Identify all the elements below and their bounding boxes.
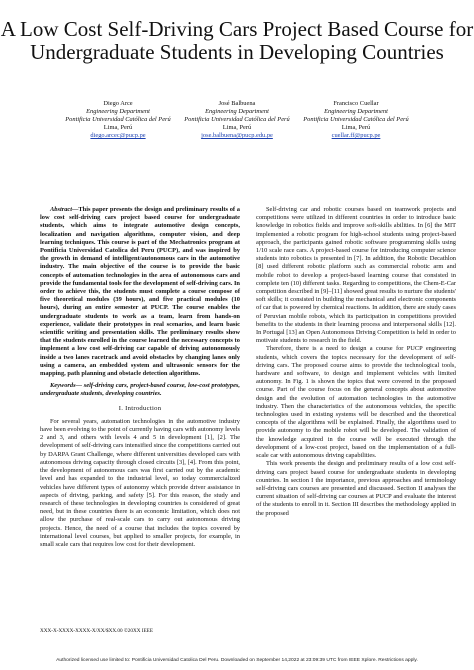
right-column (256, 206, 456, 518)
body-paragraph: This work presents the design and preliminary results of a low cost self-driving cars project based course for undergraduate students in developing countries. In section I the importance, previous approaches and terminology self-driving cars courses are presented and discussed. Section II analyses the current situation of self-driving car courses at PUCP and evaluate the interest of the students to enroll in it. Section III describes the methodology applied in the proposed (256, 460, 456, 517)
left-column (40, 206, 240, 549)
author-name: José Balbuena (218, 100, 256, 107)
abstract-lead: Abstract— (50, 206, 79, 213)
paper-title: A Low Cost Self-Driving Cars Project Based Course for Undergraduate Students in Developing Countries (0, 17, 474, 64)
author-city: Lima, Perú (341, 124, 371, 131)
copyright-line: XXX-X-XXXX-XXXX-X/XX/$XX.00 ©20XX IEEE (40, 628, 154, 634)
author-email-link[interactable]: jose.balbuena@pucp.edu.pe (201, 132, 273, 139)
author-email-link[interactable]: diego.arcec@pucp.pe (90, 132, 146, 139)
author-name: Francisco Cuellar (333, 100, 379, 107)
author-university: Pontificia Universidad Católica del Perú (65, 116, 171, 123)
author-city: Lima, Perú (222, 124, 252, 131)
author-block-3 (286, 100, 426, 140)
keywords (40, 382, 240, 398)
license-notice: Authorized licensed use limited to: Pontificia Universidad Catolica Del Peru. Downloaded on September 14,2022 at 23:09:39 UTC from IEEE Xplore. Restrictions apply. (56, 658, 418, 663)
body-paragraph: Self-driving car and robotic courses based on teamwork projects and competitions were utilized in different countries in order to introduce basic knowledge in robotics fields and improve soft-skills abilities. In [6] the MIT implemented a robotic program for high-school students using project-based approach, the participants gained robotic software programming skills using 1/10 scale race cars. A project-based course for introducing computer science students into robotics is presented in [7]. In addition, the Robotic Decathlon [8] used different robotic platform such as commercial robotic arm and mobile robot to develop a project-based learning course that consisted in complete ten (10) different tasks. Regarding to competitions, the Chem-E-Car competition described in [9]–[11] showed great results to nurture the students' soft skills; it consisted in building the mechanical and electronic components of car that is powered by chemical reactions. In addition, there are study cases of Peruvian mobile robots, which its participation in competitions provided benefits to the students in their learning process and interpersonal skills [12]. In Portugal [13] an Open Autonomous Driving Competition is held in order to motivate students to research in the field. (256, 206, 456, 345)
keywords-lead: Keywords— (50, 382, 82, 390)
body-paragraph: Therefore, there is a need to design a course for PUCP engineering students, which covers the topics necessary for the development of self-driving cars. The proposed course aims to provide the technological tools, hardware and software, to design and implement vehicles with limited autonomy. In Fig. 1 is shown the topics that were covered in the proposed course. Part of the course focus on the general concepts about automotive design and the evolution of automation technologies in the automotive industry. Then the characteristics of the autonomous vehicles, the specific technologies used in existing systems will be described and the theoretical concepts of the algorithms will be explained. Finally, the algorithms used to provide autonomy to the mobile robot will be developed. The validation of the knowledge acquired in the course will be executed through the development of a low-cost project, based on the implementation of a full-scale car with autonomous driving capabilities. (256, 345, 456, 460)
author-department: Engineering Department (205, 108, 269, 115)
author-department: Engineering Department (324, 108, 388, 115)
section-heading: I. Introduction (118, 404, 162, 412)
author-university: Pontificia Universidad Católica del Perú (303, 116, 409, 123)
author-name: Diego Arce (103, 100, 133, 107)
author-department: Engineering Department (86, 108, 150, 115)
abstract (40, 206, 240, 378)
author-city: Lima, Perú (103, 124, 133, 131)
keywords-text: self-driving cars, project-based course, low-cost prototypes, undergraduate students, developing countries. (40, 382, 240, 398)
author-university: Pontificia Universidad Católica del Perú (184, 116, 290, 123)
abstract-text: This paper presents the design and preliminary results of a low cost self-driving cars project based course for undergraduate students, which aims to integrate automotive design concepts, localization and navigation algorithms, computer vision, and deep learning techniques. This course is part of the Mechatronics program at Pontificia Universidad Catolica del Peru (PUCP), and was inspired by the growth in demand of intelligent/autonomous cars in the automotive industry. The main objective of the course is to provide the basic concepts of automation technologies in the area of autonomous cars and provide the fundamental tools for the development of self-driving cars. In order to achieve this, the students must complete a course compose of five theoretical modules (39 hours), and five practical modules (10 hours), during an entire semester at PUCP. The course enables the undergraduate students to work as a team, learn from hands-on experience, validate their prototypes in real scenarios, and learn basic scientific writing and presentation skills. The preliminary results show that the students enrolled in the course learned the necessary concepts to implement a low cost self-driving car capable of driving autonomously inside a two lanes racetrack and avoid obstacles by changing lanes only using a camera, an embedded system and ultrasonic sensors for the mapping, path planning and obstacle detection algorithms. (40, 206, 240, 378)
intro-paragraph: For several years, automation technologies in the automotive industry have been evolving to the point of currently having cars with autonomy levels 2 and 3, and others with levels 4 and 5 in development [1], [2]. The development of self-driving cars intensified since the competitions carried out by DARPA Grant Challenge, where different universities developed cars with autonomous driving capacity through closed circuits [3], [4]. From this point, the development of autonomous cars was first carried out by the academic level and has expanded to the industrial level, so today commercialized vehicles have different types of autonomy which provide driver assistance in aspects of driving, parking, and safety [5]. For this reason, the study and research of these technologies in developing countries is considered of great need, but in these countries there is an economic limitation, which does not allow the purchase of real-scale cars to carry out autonomous driving projects. Hence, the need of a course that includes the topics covered by international level courses, but applied to smaller projects, for example, in small scale cars that requires low cost for their development. (40, 417, 240, 548)
author-email-link[interactable]: cuellar.ff@pucp.pe (331, 132, 381, 139)
